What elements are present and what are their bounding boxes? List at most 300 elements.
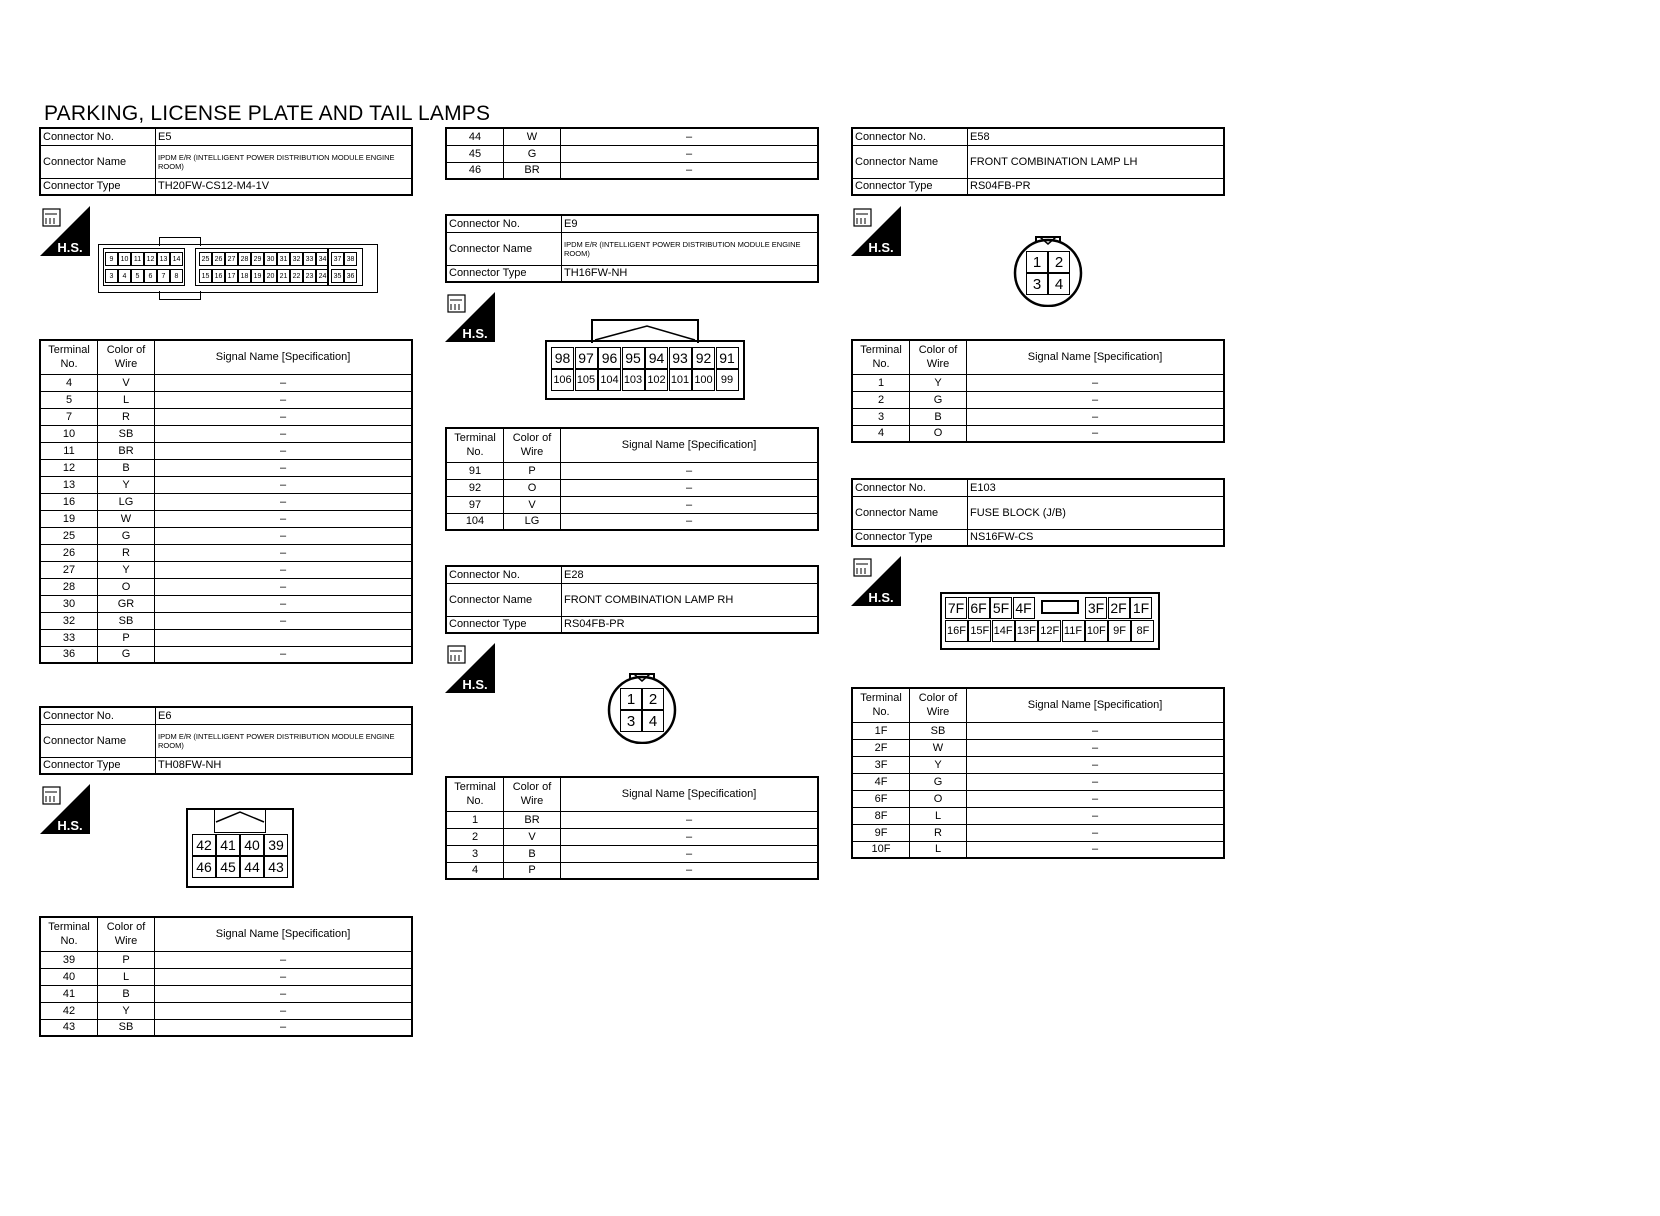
signal-name: – — [561, 462, 819, 479]
connector-pin: 23 — [303, 269, 316, 283]
connector-pin: 92 — [692, 347, 715, 369]
connector-pin: 103 — [622, 369, 645, 391]
connector-pin: 3 — [105, 269, 118, 283]
wire-color: V — [98, 374, 155, 391]
connector-type: TH08FW-NH — [156, 757, 413, 774]
terminal-row — [852, 425, 1224, 442]
connector-pin: 99 — [716, 369, 739, 391]
connector-pin: 40 — [240, 834, 264, 856]
signal-name: – — [561, 479, 819, 496]
signal-name: – — [155, 442, 413, 459]
signal-name: – — [967, 756, 1225, 773]
header-color-of-wire: Color of Wire — [910, 340, 967, 374]
wire-color: LG — [504, 513, 561, 530]
terminal-no: 2 — [852, 391, 910, 408]
signal-name: – — [155, 374, 413, 391]
label-connector-no: Connector No. — [446, 215, 562, 232]
terminal-row — [446, 513, 818, 530]
connector-pin: 22 — [290, 269, 303, 283]
wire-color: SB — [98, 612, 155, 629]
wire-color: L — [98, 391, 155, 408]
connector-pin: 1 — [1026, 251, 1048, 273]
terminal-no: 1 — [446, 811, 504, 828]
terminal-no: 44 — [446, 128, 504, 145]
connector-pin: 4 — [1048, 273, 1070, 295]
connector-pin: 106 — [551, 369, 574, 391]
terminal-no: 6F — [852, 790, 910, 807]
wire-color: B — [98, 985, 155, 1002]
connector-pin: 94 — [645, 347, 668, 369]
terminal-row — [40, 985, 412, 1002]
connector-pin: 11F — [1062, 620, 1085, 642]
wire-color: Y — [910, 374, 967, 391]
header-terminal-no: Terminal No. — [446, 777, 504, 811]
terminal-no: 7 — [40, 408, 98, 425]
page-title: PARKING, LICENSE PLATE AND TAIL LAMPS — [44, 102, 491, 125]
terminal-no: 25 — [40, 527, 98, 544]
connector-face-e6 — [186, 808, 294, 888]
connector-pin: 15 — [199, 269, 212, 283]
connector-type: RS04FB-PR — [968, 178, 1225, 195]
terminal-row — [40, 1019, 412, 1036]
connector-pin: 16 — [212, 269, 225, 283]
terminal-row — [40, 408, 412, 425]
header-color-of-wire: Color of Wire — [910, 688, 967, 722]
connector-pin: 30 — [264, 252, 277, 266]
terminal-row — [40, 968, 412, 985]
connector-pin: 29 — [251, 252, 264, 266]
wire-color: O — [910, 425, 967, 442]
terminal-row — [40, 578, 412, 595]
label-connector-type: Connector Type — [852, 529, 968, 546]
key-slot — [1041, 600, 1079, 614]
terminal-row — [40, 493, 412, 510]
wire-color: Y — [98, 476, 155, 493]
connector-pin: 21 — [277, 269, 290, 283]
signal-name: – — [155, 408, 413, 425]
connector-pin: 91 — [716, 347, 739, 369]
wire-color: G — [98, 527, 155, 544]
signal-name: – — [561, 828, 819, 845]
signal-name: – — [155, 985, 413, 1002]
terminal-row — [40, 1002, 412, 1019]
connector-pin: 5F — [990, 597, 1012, 619]
terminal-row — [40, 442, 412, 459]
label-connector-name: Connector Name — [852, 496, 968, 529]
connector-type: RS04FB-PR — [562, 616, 819, 633]
terminal-no: 13 — [40, 476, 98, 493]
wire-color: L — [910, 807, 967, 824]
wire-color: BR — [504, 811, 561, 828]
connector-info-e6 — [39, 706, 413, 775]
signal-name: – — [155, 544, 413, 561]
wire-color: W — [98, 510, 155, 527]
connector-name: IPDM E/R (INTELLIGENT POWER DISTRIBUTION MODULE ENGINE ROOM) — [156, 145, 413, 178]
wire-color: O — [504, 479, 561, 496]
terminal-no: 4 — [40, 374, 98, 391]
header-signal-name: Signal Name [Specification] — [967, 340, 1225, 374]
signal-name: – — [967, 722, 1225, 739]
hs-label: H.S. — [57, 818, 83, 833]
connector-pin: 7 — [157, 269, 170, 283]
header-terminal-no: Terminal No. — [852, 340, 910, 374]
signal-name: – — [155, 493, 413, 510]
terminal-row — [40, 951, 412, 968]
terminal-row — [852, 841, 1224, 858]
connector-pin: 105 — [575, 369, 598, 391]
terminal-no: 45 — [446, 145, 504, 162]
signal-name: – — [561, 811, 819, 828]
terminal-row — [40, 629, 412, 646]
connector-pin: 16F — [945, 620, 968, 642]
connector-no: E9 — [562, 215, 819, 232]
label-connector-no: Connector No. — [852, 128, 968, 145]
hs-label: H.S. — [462, 326, 488, 341]
terminal-no: 19 — [40, 510, 98, 527]
signal-name: – — [155, 612, 413, 629]
terminal-row — [40, 527, 412, 544]
connector-pin: 38 — [344, 252, 357, 266]
signal-name: – — [155, 646, 413, 663]
terminal-row — [446, 828, 818, 845]
header-color-of-wire: Color of Wire — [504, 777, 561, 811]
connector-type: NS16FW-CS — [968, 529, 1225, 546]
wire-color: L — [910, 841, 967, 858]
wire-color: W — [504, 128, 561, 145]
connector-pin: 19 — [251, 269, 264, 283]
connector-pin: 20 — [264, 269, 277, 283]
terminal-table-e9 — [445, 427, 819, 531]
connector-pin: 4F — [1013, 597, 1035, 619]
wire-color: G — [910, 391, 967, 408]
pin-group — [103, 248, 185, 286]
terminal-row — [40, 612, 412, 629]
connector-no: E5 — [156, 128, 413, 145]
terminal-no: 5 — [40, 391, 98, 408]
connector-pin: 45 — [216, 856, 240, 878]
label-connector-name: Connector Name — [446, 232, 562, 265]
terminal-row — [446, 462, 818, 479]
label-connector-type: Connector Type — [40, 757, 156, 774]
label-connector-type: Connector Type — [446, 616, 562, 633]
wire-color: R — [98, 408, 155, 425]
terminal-no: 30 — [40, 595, 98, 612]
terminal-table-e28 — [445, 776, 819, 880]
label-connector-no: Connector No. — [446, 566, 562, 583]
connector-face-e58 — [1012, 235, 1084, 307]
terminal-row — [40, 374, 412, 391]
connector-pin: 6 — [144, 269, 157, 283]
connector-no: E6 — [156, 707, 413, 724]
wire-color: O — [98, 578, 155, 595]
wire-color: V — [504, 828, 561, 845]
connector-no: E28 — [562, 566, 819, 583]
header-signal-name: Signal Name [Specification] — [967, 688, 1225, 722]
header-terminal-no: Terminal No. — [40, 917, 98, 951]
connector-pin: 31 — [277, 252, 290, 266]
connector-pin: 14F — [992, 620, 1015, 642]
signal-name: – — [967, 374, 1225, 391]
header-color-of-wire: Color of Wire — [98, 340, 155, 374]
connector-pin: 24 — [316, 269, 329, 283]
connector-face-e5 — [98, 244, 378, 293]
terminal-no: 9F — [852, 824, 910, 841]
connector-pin: 9 — [105, 252, 118, 266]
connector-pin: 18 — [238, 269, 251, 283]
connector-pin: 39 — [264, 834, 288, 856]
connector-name: FRONT COMBINATION LAMP LH — [968, 145, 1225, 178]
terminal-row — [852, 722, 1224, 739]
terminal-row — [40, 595, 412, 612]
terminal-no: 42 — [40, 1002, 98, 1019]
connector-no: E103 — [968, 479, 1225, 496]
terminal-no: 92 — [446, 479, 504, 496]
label-connector-type: Connector Type — [446, 265, 562, 282]
connector-pin: 25 — [199, 252, 212, 266]
connector-info-e9 — [445, 214, 819, 283]
terminal-row — [852, 773, 1224, 790]
connector-pin: 33 — [303, 252, 316, 266]
signal-name: – — [155, 510, 413, 527]
connector-pin: 3 — [1026, 273, 1048, 295]
connector-pin: 11 — [131, 252, 144, 266]
connector-pin: 15F — [968, 620, 991, 642]
terminal-row — [40, 510, 412, 527]
connector-pin: 7F — [945, 597, 967, 619]
terminal-row — [40, 646, 412, 663]
signal-name: – — [155, 578, 413, 595]
signal-name: – — [967, 425, 1225, 442]
connector-pin: 3 — [620, 710, 642, 732]
header-color-of-wire: Color of Wire — [98, 917, 155, 951]
signal-name: – — [967, 408, 1225, 425]
connector-pin: 5 — [131, 269, 144, 283]
connector-pin: 104 — [598, 369, 621, 391]
signal-name: – — [561, 145, 819, 162]
hs-label: H.S. — [868, 590, 894, 605]
terminal-no: 3 — [446, 845, 504, 862]
connector-pin: 44 — [240, 856, 264, 878]
terminal-row — [852, 807, 1224, 824]
wire-color: SB — [910, 722, 967, 739]
terminal-row — [852, 790, 1224, 807]
connector-type: TH16FW-NH — [562, 265, 819, 282]
harness-side-icon — [40, 784, 90, 834]
connector-pin: 101 — [669, 369, 692, 391]
terminal-row — [40, 425, 412, 442]
signal-name: – — [561, 862, 819, 879]
header-terminal-no: Terminal No. — [40, 340, 98, 374]
connector-face-e9 — [545, 340, 745, 400]
terminal-no: 39 — [40, 951, 98, 968]
connector-type: TH20FW-CS12-M4-1V — [156, 178, 413, 195]
connector-pin: 13 — [157, 252, 170, 266]
signal-name: – — [561, 513, 819, 530]
connector-name: IPDM E/R (INTELLIGENT POWER DISTRIBUTION MODULE ENGINE ROOM) — [562, 232, 819, 265]
wire-color: P — [98, 951, 155, 968]
connector-pin: 12 — [144, 252, 157, 266]
signal-name: – — [155, 1002, 413, 1019]
connector-pin: 17 — [225, 269, 238, 283]
harness-side-icon — [445, 292, 495, 342]
terminal-row — [446, 845, 818, 862]
terminal-no: 32 — [40, 612, 98, 629]
terminal-row — [852, 824, 1224, 841]
connector-info-e28 — [445, 565, 819, 634]
connector-pin: 27 — [225, 252, 238, 266]
header-terminal-no: Terminal No. — [852, 688, 910, 722]
terminal-row — [40, 476, 412, 493]
harness-side-icon — [851, 556, 901, 606]
connector-pin: 36 — [344, 269, 357, 283]
connector-pin: 102 — [645, 369, 668, 391]
connector-pin: 2 — [642, 688, 664, 710]
header-color-of-wire: Color of Wire — [504, 428, 561, 462]
terminal-no: 46 — [446, 162, 504, 179]
terminal-table-e103 — [851, 687, 1225, 859]
terminal-no: 41 — [40, 985, 98, 1002]
terminal-no: 10 — [40, 425, 98, 442]
terminal-no: 2F — [852, 739, 910, 756]
terminal-row — [446, 162, 818, 179]
connector-pin: 13F — [1015, 620, 1038, 642]
signal-name: – — [967, 824, 1225, 841]
wire-color: B — [504, 845, 561, 862]
signal-name: – — [155, 527, 413, 544]
wire-color: P — [98, 629, 155, 646]
wire-color: LG — [98, 493, 155, 510]
wire-color: SB — [98, 425, 155, 442]
label-connector-no: Connector No. — [40, 707, 156, 724]
wire-color: Y — [98, 561, 155, 578]
terminal-row — [446, 496, 818, 513]
terminal-no: 104 — [446, 513, 504, 530]
connector-name: FRONT COMBINATION LAMP RH — [562, 583, 819, 616]
connector-pin: 14 — [170, 252, 183, 266]
hs-label: H.S. — [462, 677, 488, 692]
terminal-table-e58 — [851, 339, 1225, 443]
terminal-no: 43 — [40, 1019, 98, 1036]
terminal-no: 28 — [40, 578, 98, 595]
terminal-table-e6-continued — [445, 127, 819, 180]
terminal-row — [852, 739, 1224, 756]
terminal-no: 10F — [852, 841, 910, 858]
terminal-no: 8F — [852, 807, 910, 824]
connector-info-e5 — [39, 127, 413, 196]
signal-name: – — [967, 790, 1225, 807]
connector-pin: 26 — [212, 252, 225, 266]
wire-color: B — [98, 459, 155, 476]
terminal-table-e5 — [39, 339, 413, 664]
signal-name: – — [155, 951, 413, 968]
header-signal-name: Signal Name [Specification] — [561, 777, 819, 811]
connector-pin: 93 — [669, 347, 692, 369]
terminal-no: 36 — [40, 646, 98, 663]
terminal-row — [40, 561, 412, 578]
header-signal-name: Signal Name [Specification] — [561, 428, 819, 462]
terminal-row — [852, 408, 1224, 425]
hs-label: H.S. — [57, 240, 83, 255]
wire-color: P — [504, 462, 561, 479]
connector-pin: 3F — [1085, 597, 1107, 619]
signal-name: – — [155, 476, 413, 493]
connector-face-e103 — [940, 592, 1160, 650]
connector-pin: 10 — [118, 252, 131, 266]
connector-pin: 35 — [331, 269, 344, 283]
wire-color: O — [910, 790, 967, 807]
terminal-no: 4 — [446, 862, 504, 879]
wire-color: P — [504, 862, 561, 879]
header-signal-name: Signal Name [Specification] — [155, 917, 413, 951]
wire-color: R — [98, 544, 155, 561]
label-connector-type: Connector Type — [40, 178, 156, 195]
terminal-no: 11 — [40, 442, 98, 459]
connector-pin: 8 — [170, 269, 183, 283]
wire-color: G — [910, 773, 967, 790]
terminal-no: 4F — [852, 773, 910, 790]
signal-name: – — [155, 425, 413, 442]
terminal-row — [446, 145, 818, 162]
wire-color: SB — [98, 1019, 155, 1036]
connector-pin: 32 — [290, 252, 303, 266]
connector-pin: 4 — [642, 710, 664, 732]
terminal-no: 1F — [852, 722, 910, 739]
terminal-no: 33 — [40, 629, 98, 646]
wire-color: V — [504, 496, 561, 513]
terminal-row — [852, 391, 1224, 408]
connector-pin: 100 — [692, 369, 715, 391]
connector-pin: 41 — [216, 834, 240, 856]
connector-pin: 4 — [118, 269, 131, 283]
signal-name: – — [967, 391, 1225, 408]
signal-name: – — [155, 595, 413, 612]
connector-face-e28 — [606, 672, 678, 744]
terminal-no: 3 — [852, 408, 910, 425]
signal-name: – — [967, 773, 1225, 790]
terminal-no: 3F — [852, 756, 910, 773]
connector-name: FUSE BLOCK (J/B) — [968, 496, 1225, 529]
header-terminal-no: Terminal No. — [446, 428, 504, 462]
terminal-no: 4 — [852, 425, 910, 442]
wire-color: BR — [504, 162, 561, 179]
signal-name: – — [155, 459, 413, 476]
harness-side-icon — [40, 206, 90, 256]
terminal-table-e6 — [39, 916, 413, 1037]
signal-name: – — [967, 841, 1225, 858]
terminal-no: 1 — [852, 374, 910, 391]
label-connector-no: Connector No. — [852, 479, 968, 496]
label-connector-name: Connector Name — [852, 145, 968, 178]
connector-pin: 12F — [1038, 620, 1061, 642]
terminal-no: 91 — [446, 462, 504, 479]
harness-side-icon — [851, 206, 901, 256]
connector-pin: 6F — [968, 597, 990, 619]
connector-pin: 42 — [192, 834, 216, 856]
connector-pin: 1F — [1130, 597, 1152, 619]
signal-name: – — [155, 968, 413, 985]
terminal-no: 12 — [40, 459, 98, 476]
wire-color: B — [910, 408, 967, 425]
connector-pin: 2F — [1108, 597, 1130, 619]
signal-name: – — [561, 162, 819, 179]
terminal-row — [852, 756, 1224, 773]
connector-pin: 98 — [551, 347, 574, 369]
terminal-no: 40 — [40, 968, 98, 985]
connector-pin: 9F — [1108, 620, 1131, 642]
terminal-no: 97 — [446, 496, 504, 513]
connector-pin: 46 — [192, 856, 216, 878]
terminal-no: 26 — [40, 544, 98, 561]
